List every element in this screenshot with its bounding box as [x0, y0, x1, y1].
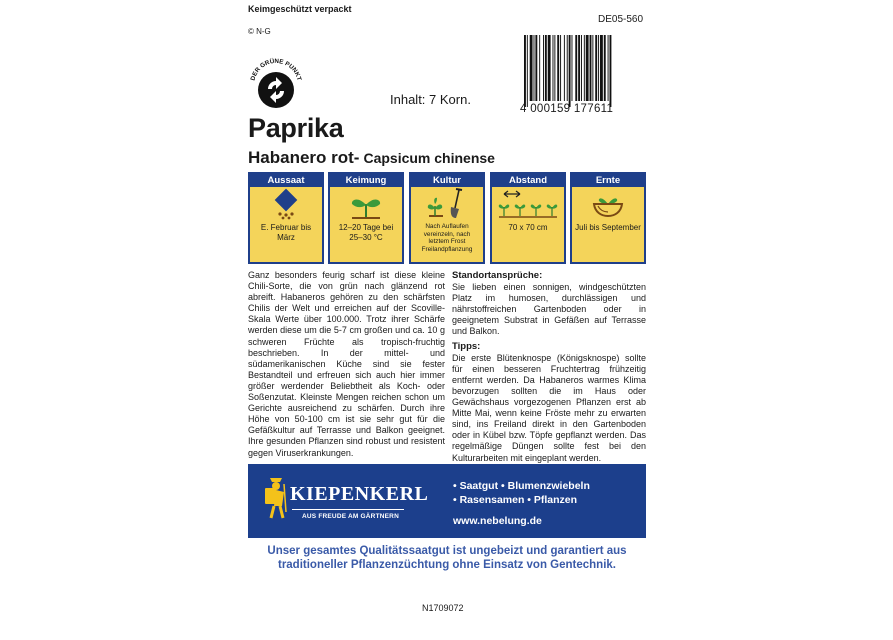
barcode-bar: [548, 35, 551, 101]
brand-product-line: • Rasensamen • Pflanzen: [453, 494, 578, 506]
green-dot-label: DER GRÜNE PUNKT: [249, 57, 303, 82]
barcode-bar: [592, 35, 593, 101]
kiepenkerl-figure-icon: [262, 474, 290, 520]
barcode-bar: [569, 35, 571, 107]
barcode-bar: [557, 35, 559, 101]
barcode-bar: [539, 35, 540, 101]
tips-heading: Tipps:: [452, 340, 481, 352]
quality-statement: [248, 544, 646, 572]
barcode-bar: [554, 35, 555, 101]
article-code: DE05-560: [598, 14, 644, 25]
brand-band: [248, 464, 646, 538]
description-column: [248, 270, 445, 462]
barcode-bar: [567, 35, 568, 101]
quality-line: Unser gesamtes Qualitätssaatgut ist ungebeizt und garantiert aus: [267, 545, 627, 557]
spacing-icon: [492, 187, 564, 221]
info-box-sowing: [248, 172, 324, 264]
barcode-bar: [595, 35, 597, 101]
info-box-title: Kultur: [411, 174, 483, 187]
brand-product-list: [453, 479, 590, 507]
barcode-bar: [586, 35, 589, 101]
shovel-plant-icon: [411, 187, 483, 221]
location-heading: Standortansprüche:: [452, 270, 543, 281]
info-box-title: Keimung: [330, 174, 402, 187]
harvest-bowl-icon: [572, 187, 644, 221]
barcode-bar: [604, 35, 606, 101]
barcode-bar: [590, 35, 592, 101]
barcode-bar: [545, 35, 547, 101]
brand-name: KIEPENKERL: [290, 483, 429, 505]
info-box-title: Abstand: [492, 174, 564, 187]
barcode-bar: [564, 35, 565, 101]
info-box-germination: [328, 172, 404, 264]
brand-tagline: AUS FREUDE AM GÄRTNERN: [302, 513, 399, 520]
footer-code: N1709072: [422, 603, 464, 613]
brand-divider: [292, 509, 404, 510]
info-box-text: 12–20 Tage bei 25–30 °C: [338, 223, 394, 242]
variety-name: Habanero rot-: [248, 148, 360, 167]
barcode-bar: [553, 35, 554, 101]
cultivation-info-boxes: [248, 172, 646, 264]
barcode: [520, 35, 647, 113]
location-text: Sie lieben einen sonnigen, windgeschützten Platz im humosen, durchlässigen und nährstoffreichen Gartenboden oder in geeignetem Substrat in Gefäßen auf Terrasse und Balkon.: [452, 282, 646, 337]
barcode-bar: [584, 35, 585, 101]
barcode-bar: [598, 35, 599, 101]
info-box-text: Juli bis September: [575, 223, 641, 232]
barcode-bar: [527, 35, 528, 107]
green-dot-logo-icon: [247, 55, 305, 113]
barcode-bar: [608, 35, 609, 101]
info-box-harvest: [570, 172, 646, 264]
info-box-title: Aussaat: [250, 174, 322, 187]
barcode-bar: [530, 35, 533, 101]
package-contents: Inhalt: 7 Korn.: [390, 92, 471, 107]
packaging-note: Keimgeschützt verpackt: [248, 4, 352, 14]
barcode-number: 4 000159 177611: [520, 103, 614, 115]
info-box-spacing: [490, 172, 566, 264]
barcode-bar: [560, 35, 561, 101]
barcode-bar: [575, 35, 577, 101]
tips-text: Die erste Blütenknospe (Königsknospe) sollte für einen besseren Fruchtertrag frühzeitig entfernt werden. Da Habaneros warmes Klima bevorzugen sollten die im Haus oder Gewächshaus vorgezogenen Pflanzen erst ab Mitte Mai, wenn keine Fröste mehr zu erwarten sind, ins Freiland direkt in den Gartenboden oder in Kübel bzw. Töpfe gepflanzt werden. Das regelmäßige Düngen sollte fest bei den Kulturarbeiten mit eingeplant werden.: [452, 352, 646, 463]
brand-url: www.nebelung.de: [453, 515, 542, 527]
brand-product-line: • Saatgut • Blumenzwiebeln: [453, 480, 590, 492]
description-text: Ganz besonders feurig scharf ist diese kleine Chili-Sorte, die von grün nach glänzend rot abreift. Habaneros gehören zu den schärfsten Chilis der Welt und erreichen auf der Scoville-Skala Werte über 100.000. Trotz ihrer Schärfe werden diese um die 5-7 cm großen und ca. 10 g schweren Früchte als tropisch-fruchtig beschrieben. In der mittel- und südamerikanischen Küche sind sie fester Bestandteil und erfreuen sich auch hier immer größer werdender Beliebtheit als Koch- oder Soßenzutat. Kleinste Mengen reichen schon um Gerichte ausreichend zu schärfen. Durch ihre Höhe von 50-100 cm ist sie sehr gut für die Gefäßkultur auf Terrasse und Balkon geeignet. Ihre gesunden Pflanzen sind robust und resistent gegen Viruserkrankungen.: [248, 270, 445, 458]
tips-column: [452, 270, 646, 467]
copyright-note: © N-G: [248, 27, 271, 36]
latin-name: Capsicum chinense: [363, 150, 495, 166]
barcode-bar: [572, 35, 573, 101]
product-variety: [248, 148, 495, 168]
barcode-bar: [578, 35, 580, 101]
info-box-text: 70 x 70 cm: [508, 223, 548, 232]
barcode-bar: [543, 35, 544, 101]
quality-line: traditioneller Pflanzenzüchtung ohne Einsatz von Gentechnik.: [277, 559, 616, 571]
info-box-cultivation: [409, 172, 485, 264]
product-name: Paprika: [248, 113, 344, 143]
seed-sowing-icon: [250, 187, 322, 221]
barcode-bar: [581, 35, 582, 101]
info-box-text: Nach Auflaufen vereinzeln, nach letztem Frost Freilandpflanzung: [421, 223, 473, 253]
barcode-bar: [610, 35, 612, 107]
info-box-title: Ernte: [572, 174, 644, 187]
barcode-bar: [534, 35, 535, 101]
barcode-bar: [524, 35, 526, 107]
barcode-bar: [600, 35, 603, 101]
barcode-bar: [535, 35, 537, 101]
seedling-icon: [330, 187, 402, 221]
info-box-text: E. Februar bis März: [260, 223, 312, 242]
